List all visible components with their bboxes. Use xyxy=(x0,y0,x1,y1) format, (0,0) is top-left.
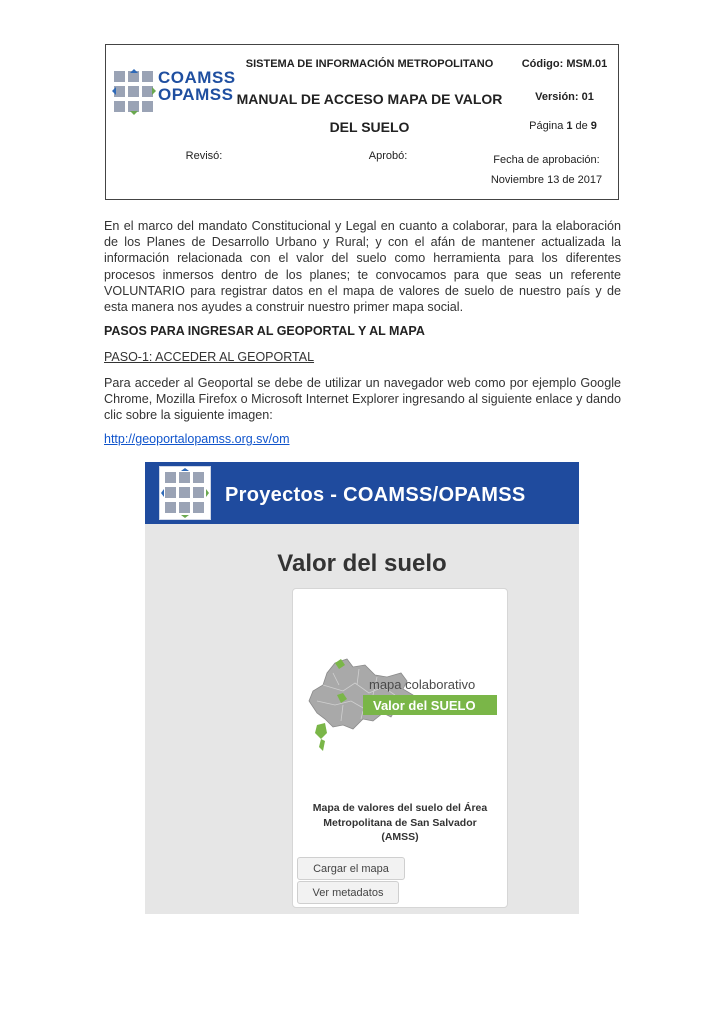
coamss-logo-icon xyxy=(112,69,156,115)
geoportal-header-bar xyxy=(145,462,579,524)
approved-label: Aprobó: xyxy=(368,150,408,162)
system-title: SISTEMA DE INFORMACIÓN METROPOLITANO xyxy=(245,58,494,70)
geoportal-screenshot[interactable] xyxy=(145,462,579,914)
reviewed-label: Revisó: xyxy=(185,150,223,162)
step1-heading: PASO-1: ACCEDER AL GEOPORTAL xyxy=(104,350,315,364)
project-caption: Mapa de valores del suelo del Área Metropolitana de San Salvador (AMSS) xyxy=(312,802,488,843)
load-map-button[interactable]: Cargar el mapa xyxy=(297,857,405,880)
project-heading: Valor del suelo xyxy=(277,550,447,577)
project-card xyxy=(292,588,508,908)
approval-date: Fecha de aprobación: Noviembre 13 de 2017 xyxy=(490,154,603,186)
intro-paragraph: En el marco del mandato Constitucional y Legal en cuanto a colaborar, para la elaboración de los Planes de Desarrollo Urbano y Rural; y con el afán de mantener actualizada la información relacionada con el valor del suelo como herramienta para los diferentes procesos inmersos dentro de los planes; te convocamos para que seas un referente VOLUNTARIO para registrar datos en el mapa de valores de suelo de nuestro país y de esta manera nos ayudes a construir nuestro primer mapa social. xyxy=(104,219,621,315)
map-label-collaborative: mapa colaborativo xyxy=(369,677,476,692)
amss-map-thumbnail-icon[interactable] xyxy=(303,655,497,767)
manual-title: MANUAL DE ACCESO MAPA DE VALOR DEL SUELO xyxy=(236,91,503,135)
steps-heading: PASOS PARA INGRESAR AL GEOPORTAL Y AL MAPA xyxy=(104,324,425,338)
geoportal-link[interactable]: http://geoportalopamss.org.sv/om xyxy=(104,432,290,446)
logo-cell xyxy=(106,45,236,140)
logo-wordmark: COAMSS OPAMSS xyxy=(158,68,236,104)
geoportal-logo-icon xyxy=(159,466,211,520)
step1-paragraph: Para acceder al Geoportal se debe de utilizar un navegador web como por ejemplo Google Chrome, Mozilla Firefox o Microsoft Internet Explorer ingresando al siguiente enlace y dando clic sobre la siguiente imagen: xyxy=(104,376,621,423)
document-header xyxy=(105,44,619,200)
document-code: Código: MSM.01 xyxy=(521,58,608,70)
geoportal-title: Proyectos - COAMSS/OPAMSS xyxy=(225,484,526,506)
page-number: Página 1 de 9 xyxy=(529,119,597,132)
view-metadata-button[interactable]: Ver metadatos xyxy=(297,881,399,904)
document-version: Versión: 01 xyxy=(535,91,594,103)
map-label-valor: Valor del SUELO xyxy=(373,698,476,713)
